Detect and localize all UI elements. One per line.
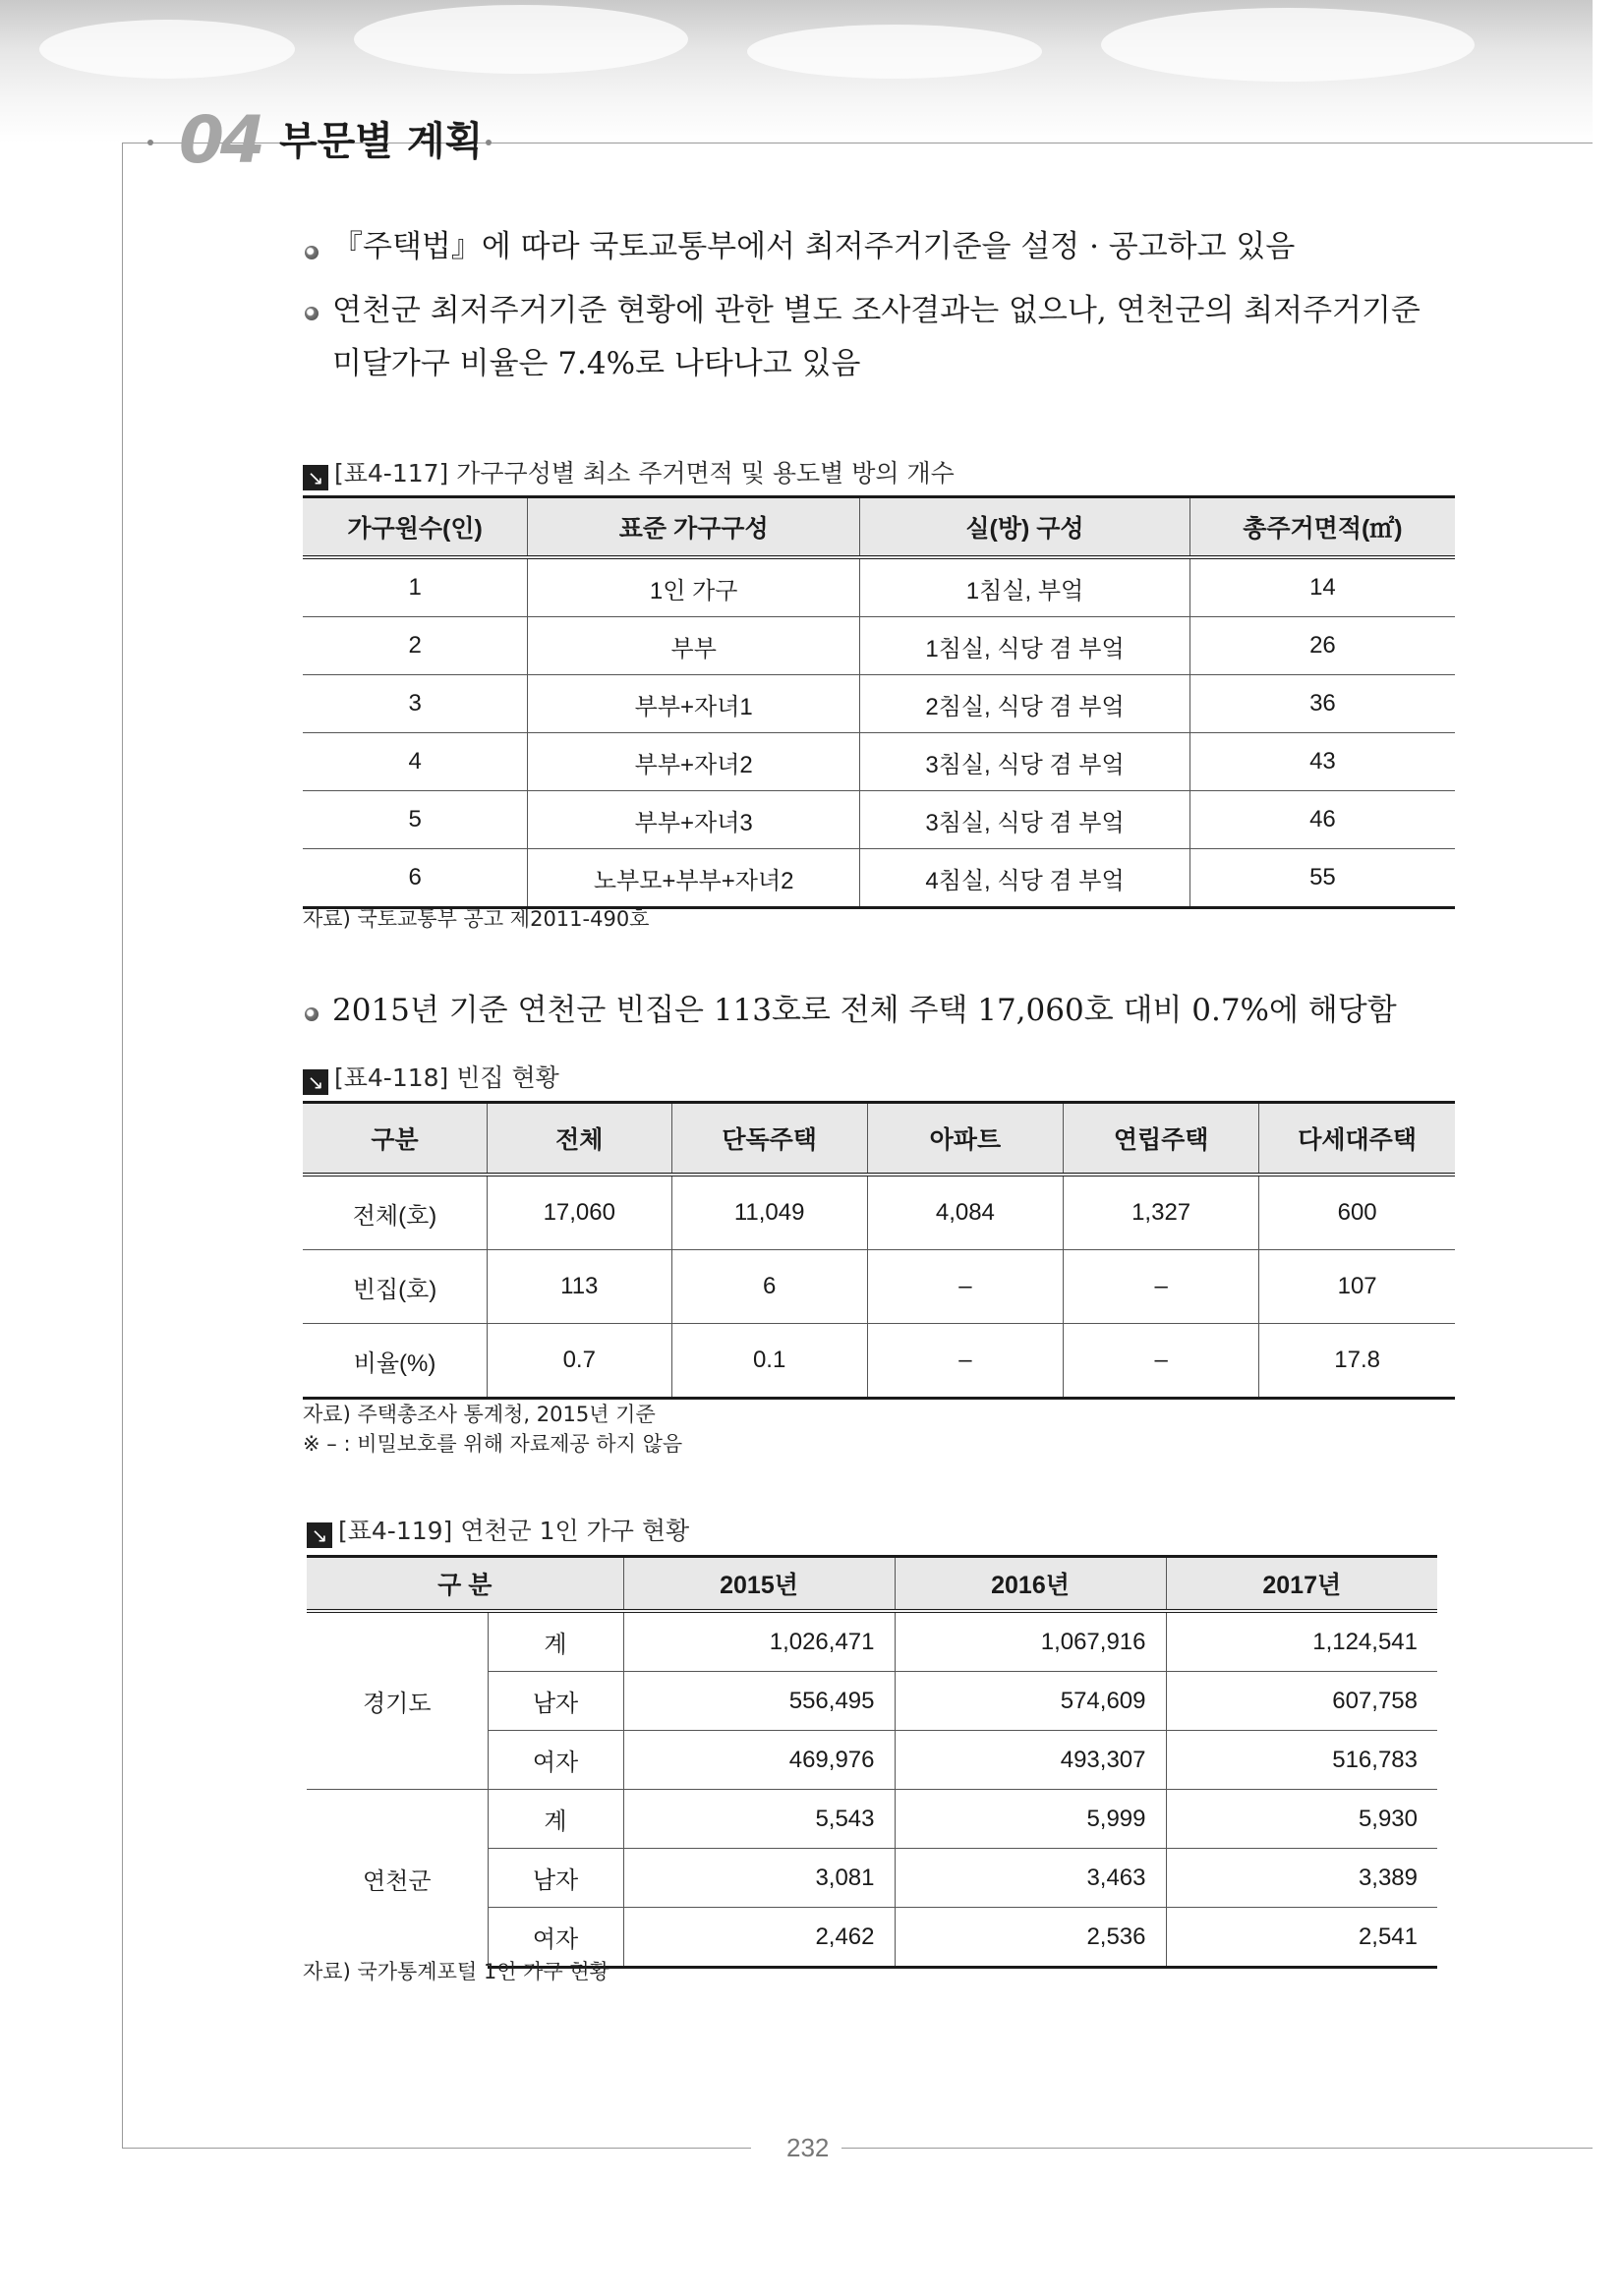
bullet-icon xyxy=(305,1007,319,1021)
bullet-icon xyxy=(305,307,319,320)
cell: 0.7 xyxy=(488,1324,672,1399)
cell: 469,976 xyxy=(623,1731,895,1790)
cell: 43 xyxy=(1189,733,1455,791)
row-label: 남자 xyxy=(488,1672,623,1731)
table-row xyxy=(303,791,1455,849)
col-header: 단독주택 xyxy=(671,1103,867,1176)
cell: 4,084 xyxy=(867,1175,1063,1250)
table-row xyxy=(303,1175,1455,1250)
cell: 1,067,916 xyxy=(895,1611,1166,1672)
cell: 46 xyxy=(1189,791,1455,849)
row-label: 남자 xyxy=(488,1849,623,1908)
cell: 36 xyxy=(1189,675,1455,733)
cell: 556,495 xyxy=(623,1672,895,1731)
left-margin-rule xyxy=(122,143,123,2148)
cell: 2,541 xyxy=(1166,1908,1437,1968)
cell: 5,930 xyxy=(1166,1790,1437,1849)
col-header: 다세대주택 xyxy=(1259,1103,1455,1176)
vacant-bullet: 2015년 기준 연천군 빈집은 113호로 전체 주택 17,060호 대비 0.7%에 해당함 xyxy=(332,993,1397,1028)
col-header: 표준 가구구성 xyxy=(528,497,860,558)
cell: 574,609 xyxy=(895,1672,1166,1731)
cell: 516,783 xyxy=(1166,1731,1437,1790)
cell: 5 xyxy=(303,791,528,849)
cell: 4 xyxy=(303,733,528,791)
col-header: 2015년 xyxy=(623,1557,895,1612)
col-header: 전체 xyxy=(488,1103,672,1176)
cell: 2 xyxy=(303,617,528,675)
cell: 26 xyxy=(1189,617,1455,675)
col-header: 구 분 xyxy=(307,1557,623,1612)
table-caption-119 xyxy=(307,1512,689,1548)
table-row xyxy=(303,557,1455,617)
cell: 2,462 xyxy=(623,1908,895,1968)
cell: 1침실, 부엌 xyxy=(860,557,1190,617)
table-row xyxy=(303,1324,1455,1399)
page-number: 232 xyxy=(786,2133,830,2162)
cell: 2침실, 식당 겸 부엌 xyxy=(860,675,1190,733)
caption-arrow-icon: ↘ xyxy=(307,1522,332,1548)
table-row xyxy=(307,1790,1437,1849)
cell: – xyxy=(1064,1250,1259,1324)
caption-text: [표4-119] 연천군 1인 가구 현황 xyxy=(338,1517,690,1545)
table-row xyxy=(303,1250,1455,1324)
table-min-housing-area xyxy=(303,495,1455,909)
cell: – xyxy=(867,1250,1063,1324)
bullet-icon xyxy=(305,246,319,259)
col-header: 2016년 xyxy=(895,1557,1166,1612)
table-note-118: ※ – : 비밀보호를 위해 자료제공 하지 않음 xyxy=(303,1432,683,1456)
region-label: 경기도 xyxy=(307,1611,488,1790)
row-label: 전체(호) xyxy=(303,1175,488,1250)
table-source-118: 자료) 주택총조사 통계청, 2015년 기준 xyxy=(303,1403,656,1426)
cell: – xyxy=(1064,1324,1259,1399)
header-dot xyxy=(147,140,153,145)
table-caption-118 xyxy=(303,1059,559,1095)
cell: 6 xyxy=(303,849,528,908)
cell: 부부 xyxy=(528,617,860,675)
cell: 1,124,541 xyxy=(1166,1611,1437,1672)
cell: 부부+자녀1 xyxy=(528,675,860,733)
table-row xyxy=(307,1611,1437,1672)
header-dot xyxy=(486,140,492,145)
chapter-title: 부문별 계획 xyxy=(279,118,484,164)
caption-text: [표4-117] 가구구성별 최소 주거면적 및 용도별 방의 개수 xyxy=(334,459,955,488)
cell: 3,081 xyxy=(623,1849,895,1908)
cell: 3침실, 식당 겸 부엌 xyxy=(860,791,1190,849)
col-header: 구분 xyxy=(303,1103,488,1176)
caption-arrow-icon: ↘ xyxy=(303,465,328,490)
col-header: 실(방) 구성 xyxy=(860,497,1190,558)
table-caption-117 xyxy=(303,454,955,490)
table-vacant-houses xyxy=(303,1101,1455,1400)
chapter-number: 04 xyxy=(179,102,261,178)
cell: 1인 가구 xyxy=(528,557,860,617)
intro-bullet-1: 『주택법』에 따라 국토교통부에서 최저주거기준을 설정 · 공고하고 있음 xyxy=(332,229,1296,264)
table-source-117: 자료) 국토교통부 공고 제2011-490호 xyxy=(303,907,650,931)
footer-rule-left xyxy=(122,2148,751,2149)
caption-text: [표4-118] 빈집 현황 xyxy=(334,1063,559,1092)
cell: 1,026,471 xyxy=(623,1611,895,1672)
cell: 0.1 xyxy=(671,1324,867,1399)
table-single-households xyxy=(307,1555,1437,1969)
cell: 17.8 xyxy=(1259,1324,1455,1399)
table-row xyxy=(303,849,1455,908)
cell: 5,543 xyxy=(623,1790,895,1849)
cell: – xyxy=(867,1324,1063,1399)
intro-bullet-2-cont: 미달가구 비율은 7.4%로 나타나고 있음 xyxy=(332,346,861,381)
cell: 14 xyxy=(1189,557,1455,617)
caption-arrow-icon: ↘ xyxy=(303,1069,328,1095)
cell: 5,999 xyxy=(895,1790,1166,1849)
row-label: 여자 xyxy=(488,1908,623,1968)
row-label: 여자 xyxy=(488,1731,623,1790)
col-header: 가구원수(인) xyxy=(303,497,528,558)
cell: 4침실, 식당 겸 부엌 xyxy=(860,849,1190,908)
cell: 11,049 xyxy=(671,1175,867,1250)
table-row xyxy=(303,675,1455,733)
row-label: 비율(%) xyxy=(303,1324,488,1399)
col-header: 연립주택 xyxy=(1064,1103,1259,1176)
cell: 1침실, 식당 겸 부엌 xyxy=(860,617,1190,675)
cell: 607,758 xyxy=(1166,1672,1437,1731)
table-row xyxy=(303,733,1455,791)
col-header: 2017년 xyxy=(1166,1557,1437,1612)
cell: 3 xyxy=(303,675,528,733)
col-header: 아파트 xyxy=(867,1103,1063,1176)
intro-bullet-2: 연천군 최저주거기준 현황에 관한 별도 조사결과는 없으나, 연천군의 최저주거기준 xyxy=(332,293,1421,328)
cell: 3침실, 식당 겸 부엌 xyxy=(860,733,1190,791)
cell: 1,327 xyxy=(1064,1175,1259,1250)
row-label: 계 xyxy=(488,1790,623,1849)
row-label: 빈집(호) xyxy=(303,1250,488,1324)
cell: 600 xyxy=(1259,1175,1455,1250)
table-row xyxy=(303,617,1455,675)
cell: 107 xyxy=(1259,1250,1455,1324)
cell: 노부모+부부+자녀2 xyxy=(528,849,860,908)
cell: 부부+자녀3 xyxy=(528,791,860,849)
cell: 113 xyxy=(488,1250,672,1324)
row-label: 계 xyxy=(488,1611,623,1672)
cell: 17,060 xyxy=(488,1175,672,1250)
cell: 493,307 xyxy=(895,1731,1166,1790)
cell: 55 xyxy=(1189,849,1455,908)
cell: 3,389 xyxy=(1166,1849,1437,1908)
cell: 3,463 xyxy=(895,1849,1166,1908)
region-label: 연천군 xyxy=(307,1790,488,1968)
footer-rule-right xyxy=(841,2148,1593,2149)
cell: 2,536 xyxy=(895,1908,1166,1968)
col-header: 총주거면적(㎡) xyxy=(1189,497,1455,558)
cell: 1 xyxy=(303,557,528,617)
cell: 6 xyxy=(671,1250,867,1324)
table-source-119: 자료) 국가통계포털 1인 가구 현황 xyxy=(303,1960,609,1983)
cell: 부부+자녀2 xyxy=(528,733,860,791)
